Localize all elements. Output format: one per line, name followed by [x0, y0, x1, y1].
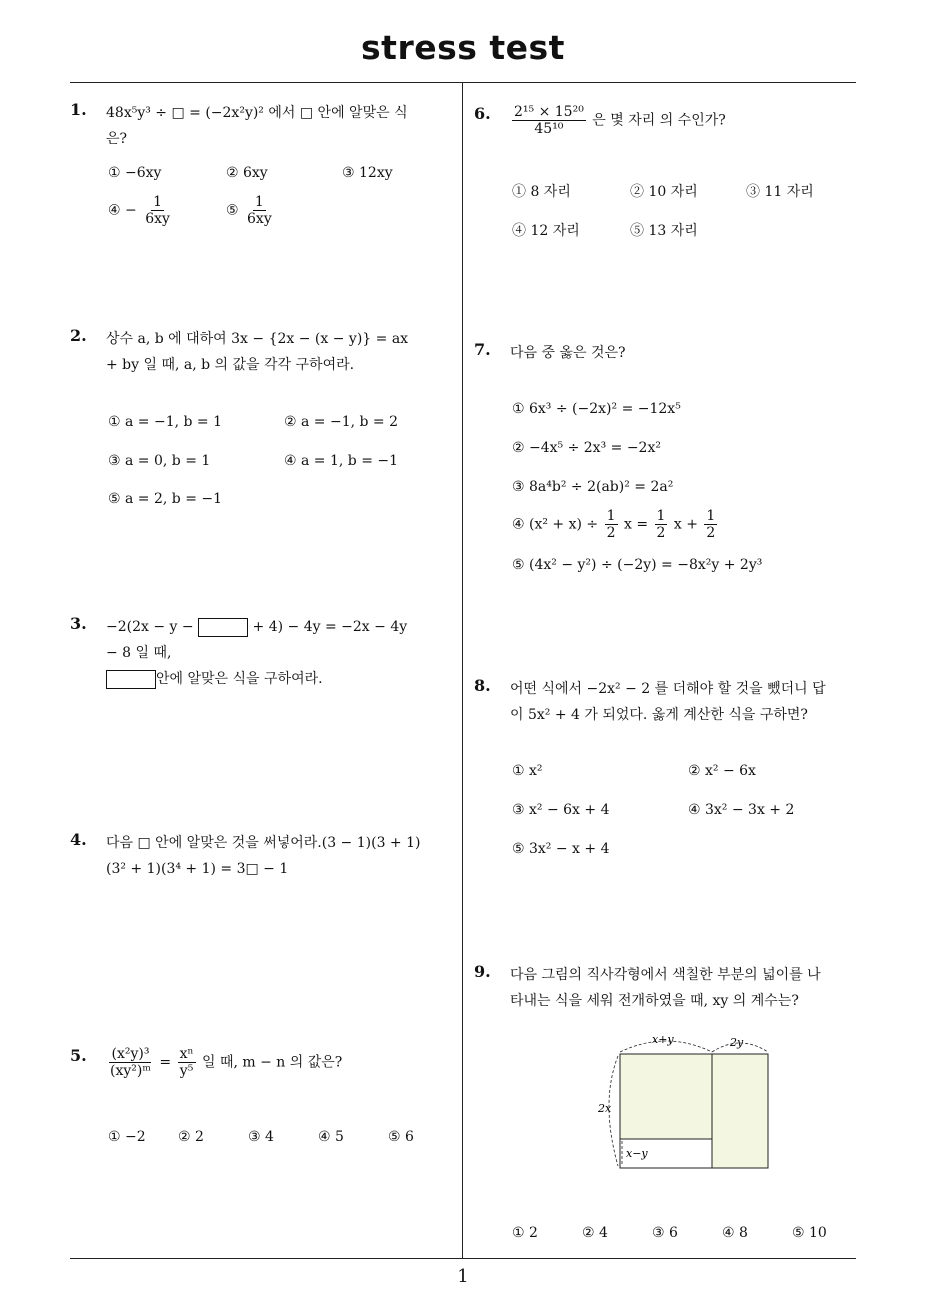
option-2[interactable]: ② 4	[582, 1225, 608, 1241]
option-3[interactable]: ③ 12xy	[342, 165, 393, 181]
fraction	[245, 194, 274, 227]
option-1[interactable]: ① x²	[512, 763, 543, 779]
label-left: 2x	[598, 1102, 612, 1115]
denominator: (xy²)ᵐ	[110, 1063, 151, 1079]
question-7	[474, 340, 826, 366]
option-2[interactable]: ② −4x⁵ ÷ 2x³ = −2x²	[512, 440, 661, 456]
denominator: 2	[656, 525, 666, 541]
option-4[interactable]: ④ 3x² − 3x + 2	[688, 802, 795, 818]
question-5	[70, 1046, 422, 1079]
blank-box[interactable]	[106, 670, 156, 689]
shaded-region	[712, 1054, 768, 1168]
question-text	[510, 104, 826, 137]
denominator: 45¹⁰	[534, 121, 564, 137]
denominator: 2	[706, 525, 716, 541]
fraction	[512, 104, 586, 137]
page-title: stress test	[361, 28, 565, 67]
question-text: 48x⁵y³ ÷ □ = (−2x²y)² 에서 □ 안에 알맞은 식은?	[106, 105, 408, 147]
option-2[interactable]: ② 6xy	[226, 165, 268, 181]
option-2[interactable]: ② x² − 6x	[688, 763, 756, 779]
option-3[interactable]: ③ x² − 6x + 4	[512, 802, 610, 818]
denominator: 6xy	[145, 211, 170, 227]
numerator: 1	[606, 508, 616, 524]
question-text: 상수 a, b 에 대하여 3x − {2x − (x − y)} = ax + by 일 때, a, b 의 값을 각각 구하여라.	[106, 331, 409, 373]
question-9	[474, 962, 826, 1014]
question-number: 8.	[474, 676, 491, 695]
option-5[interactable]: ⑤ 6	[388, 1129, 414, 1145]
option-1[interactable]: ① a = −1, b = 1	[108, 414, 223, 430]
option-5[interactable]: ⑤ (4x² − y²) ÷ (−2y) = −8x²y + 2y³	[512, 557, 763, 573]
option-5[interactable]	[226, 194, 276, 227]
option-3[interactable]: ③ 4	[248, 1129, 274, 1145]
denominator: 2	[606, 525, 616, 541]
option-5[interactable]: ⑤ 13 자리	[630, 223, 698, 239]
option-1[interactable]: ① −2	[108, 1129, 146, 1145]
option-prefix: ⑤	[226, 202, 239, 219]
fraction	[143, 194, 172, 227]
text-segment: ④ (x² + x) ÷	[512, 516, 599, 533]
label-inner: x−y	[626, 1147, 648, 1160]
question-text: 다음 그림의 직사각형에서 색칠한 부분의 넓이를 나타내는 식을 세워 전개하였을 때, xy 의 계수는?	[510, 967, 821, 1009]
label-top-right: 2y	[730, 1036, 744, 1049]
option-4[interactable]: ④ 12 자리	[512, 223, 580, 239]
option-2[interactable]: ② a = −1, b = 2	[284, 414, 399, 430]
fraction	[108, 1046, 153, 1079]
option-3[interactable]: ③ 8a⁴b² ÷ 2(ab)² = 2a²	[512, 479, 674, 495]
page-number: 1	[457, 1266, 469, 1287]
denominator: 6xy	[247, 211, 272, 227]
numerator: 2¹⁵ × 15²⁰	[514, 104, 584, 120]
rectangle-figure	[598, 1030, 788, 1180]
question-text	[106, 1046, 422, 1079]
footer-rule	[70, 1258, 856, 1259]
question-8	[474, 676, 826, 728]
question-number: 1.	[70, 100, 87, 119]
text-segment: 안에 알맞은 식을 구하여라.	[156, 671, 323, 687]
option-1[interactable]: ① 2	[512, 1225, 538, 1241]
question-text: 다음 □ 안에 알맞은 것을 써넣어라.(3 − 1)(3 + 1)(3² + 1)(3⁴ + 1) = 3□ − 1	[106, 835, 421, 877]
option-5[interactable]: ⑤ 10	[792, 1225, 827, 1241]
option-1[interactable]: ① 6x³ ÷ (−2x)² = −12x⁵	[512, 401, 681, 417]
option-prefix: ④ −	[108, 202, 137, 219]
question-text: 다음 중 옳은 것은?	[510, 345, 626, 361]
denominator: y⁵	[179, 1063, 194, 1079]
text-segment: + 4) − 4y = −2x − 4y − 8 일 때,	[106, 619, 408, 661]
option-3[interactable]: ③ 11 자리	[746, 184, 814, 200]
question-2	[70, 326, 422, 378]
numerator: 1	[706, 508, 716, 524]
option-4[interactable]: ④ 8	[722, 1225, 748, 1241]
option-3[interactable]: ③ a = 0, b = 1	[108, 453, 211, 469]
option-2[interactable]: ② 2	[178, 1129, 204, 1145]
question-number: 4.	[70, 830, 87, 849]
question-6	[474, 104, 826, 137]
question-number: 9.	[474, 962, 491, 981]
option-4[interactable]: ④ a = 1, b = −1	[284, 453, 399, 469]
fraction	[605, 508, 618, 541]
question-3	[70, 614, 422, 692]
text-segment: 은 몇 자리 의 수인가?	[592, 112, 726, 129]
question-text: 어떤 식에서 −2x² − 2 를 더해야 할 것을 뺐더니 답이 5x² + 4 가 되었다. 옳게 계산한 식을 구하면?	[510, 681, 826, 723]
text-segment: −2(2x − y −	[106, 619, 194, 635]
option-4[interactable]: ④ 5	[318, 1129, 344, 1145]
question-number: 6.	[474, 104, 491, 123]
option-5[interactable]: ⑤ a = 2, b = −1	[108, 491, 223, 507]
text-segment: x +	[673, 516, 698, 533]
question-4	[70, 830, 422, 882]
question-number: 7.	[474, 340, 491, 359]
question-number: 3.	[70, 614, 87, 633]
question-1	[70, 100, 422, 152]
numerator: (x²y)³	[111, 1046, 150, 1062]
equals-sign: =	[159, 1054, 172, 1071]
option-4[interactable]	[108, 194, 174, 227]
question-number: 5.	[70, 1046, 87, 1065]
column-divider	[462, 83, 463, 1259]
question-number: 2.	[70, 326, 87, 345]
text-segment: 일 때, m − n 의 값은?	[201, 1054, 343, 1071]
label-top-left: x+y	[652, 1033, 674, 1046]
option-1[interactable]: ① 8 자리	[512, 184, 571, 200]
text-segment: x =	[623, 516, 649, 533]
fraction	[704, 508, 717, 541]
header-rule	[70, 82, 856, 83]
shaded-region	[620, 1054, 712, 1139]
numerator: 1	[153, 194, 162, 210]
option-4[interactable]	[512, 508, 719, 541]
numerator: 1	[656, 508, 666, 524]
blank-box[interactable]	[198, 618, 248, 637]
fraction	[655, 508, 668, 541]
option-3[interactable]: ③ 6	[652, 1225, 678, 1241]
numerator: xⁿ	[179, 1046, 194, 1062]
option-2[interactable]: ② 10 자리	[630, 184, 698, 200]
question-text	[106, 614, 422, 692]
numerator: 1	[254, 194, 264, 210]
fraction	[178, 1046, 196, 1079]
option-1[interactable]: ① −6xy	[108, 165, 162, 181]
option-5[interactable]: ⑤ 3x² − x + 4	[512, 841, 610, 857]
